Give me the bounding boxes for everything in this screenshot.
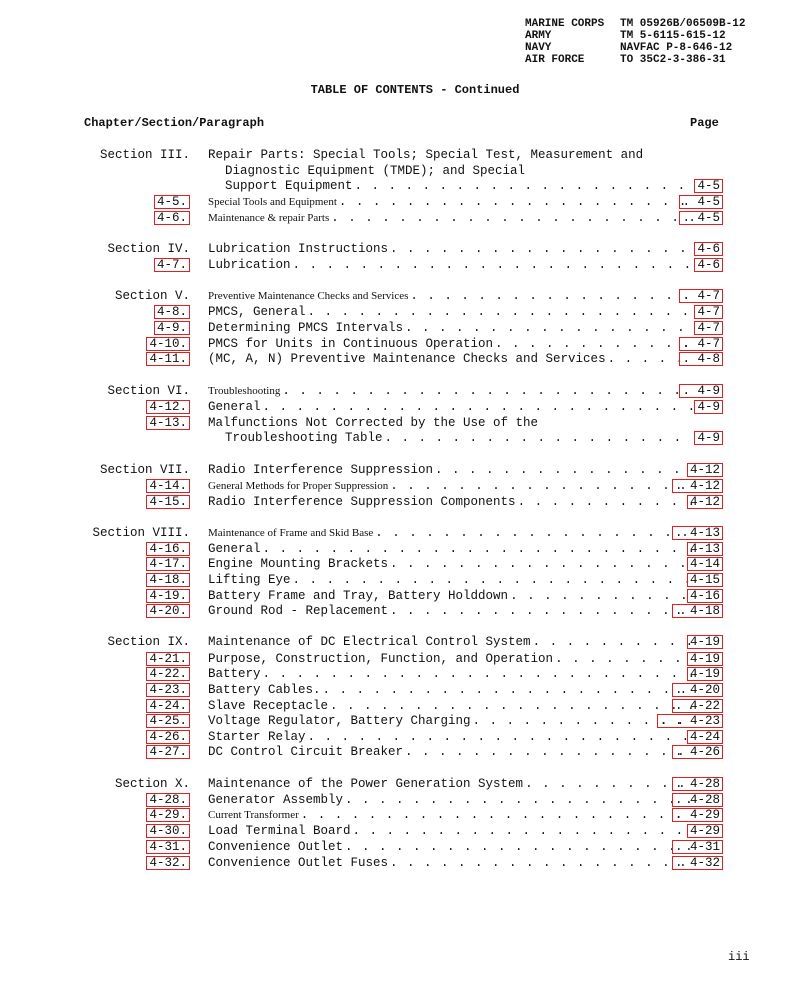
service-name: AIR FORCE	[525, 54, 585, 66]
entry-title: Special Tools and Equipment	[208, 196, 337, 208]
entry-title: Slave Receptacle	[208, 699, 329, 713]
entry-title: Engine Mounting Brackets	[208, 557, 389, 571]
dot-leader	[525, 776, 693, 792]
page-number: 4-19	[687, 652, 723, 666]
dot-leader	[355, 178, 693, 194]
entry-title: Convenience Outlet Fuses	[208, 856, 389, 870]
entry-title: Battery Cables.	[208, 683, 321, 697]
dot-leader	[263, 666, 693, 682]
paragraph-number: 4-26.	[146, 730, 190, 744]
toc-entry[interactable]	[0, 194, 791, 210]
dot-leader	[390, 855, 693, 871]
toc-entry[interactable]	[0, 603, 791, 619]
column-header-chapter: Chapter/Section/Paragraph	[84, 116, 265, 130]
dot-leader	[390, 478, 693, 494]
page-number: . 4-32	[672, 856, 723, 870]
entry-title: Preventive Maintenance Checks and Services	[208, 290, 409, 302]
service-name: ARMY	[525, 30, 552, 42]
page-number: 4-19	[687, 667, 723, 681]
toc-entry[interactable]	[0, 351, 791, 367]
toc-entry[interactable]	[0, 462, 791, 478]
publication-number: TO 35C2-3-386-31	[620, 54, 726, 66]
dot-leader	[331, 210, 693, 226]
toc-entry[interactable]	[0, 698, 791, 714]
paragraph-number: 4-28.	[146, 793, 190, 807]
dot-leader	[390, 241, 693, 257]
toc-entry[interactable]	[0, 210, 791, 226]
paragraph-number: 4-25.	[146, 714, 190, 728]
toc-entry[interactable]	[0, 556, 791, 572]
dot-leader	[390, 556, 693, 572]
dot-leader	[435, 462, 693, 478]
dot-leader	[339, 194, 693, 210]
entry-title: Troubleshooting Table	[225, 431, 383, 445]
entry-title: Starter Relay	[208, 730, 306, 744]
page-number: . 4-7	[679, 289, 723, 303]
section-label: Section IV.	[107, 242, 190, 256]
paragraph-number: 4-29.	[146, 808, 190, 822]
entry-title: Current Transformer	[208, 809, 299, 821]
entry-title: Lubrication	[208, 258, 291, 272]
page-number: . 4-18	[672, 604, 723, 618]
paragraph-number: 4-16.	[146, 542, 190, 556]
paragraph-number: 4-27.	[146, 745, 190, 759]
paragraph-number: 4-17.	[146, 557, 190, 571]
dot-leader	[263, 541, 693, 557]
page-number: . 4-5	[679, 211, 723, 225]
paragraph-number: 4-5.	[154, 195, 190, 209]
page-number: 4-7	[694, 305, 723, 319]
entry-title: Load Terminal Board	[208, 824, 351, 838]
dot-leader	[510, 588, 693, 604]
page-number: . 4-28	[672, 793, 723, 807]
page-number: 4-29	[687, 824, 723, 838]
paragraph-number: 4-19.	[146, 589, 190, 603]
entry-title: Ground Rod - Replacement	[208, 604, 389, 618]
paragraph-number: 4-30.	[146, 824, 190, 838]
section-label: Section V.	[114, 289, 190, 303]
dot-leader	[308, 304, 693, 320]
dot-leader	[405, 744, 693, 760]
page-number: 4-6	[694, 258, 723, 272]
dot-leader	[345, 839, 693, 855]
page-number: . 4-13	[672, 526, 723, 540]
page-number: . 4-31	[672, 840, 723, 854]
page-number: 4-13	[687, 542, 723, 556]
dot-leader	[330, 698, 693, 714]
section-label: Section VII.	[99, 463, 190, 477]
entry-title: Purpose, Construction, Function, and Operation	[208, 652, 554, 666]
dot-leader	[345, 792, 693, 808]
dot-leader	[353, 823, 693, 839]
dot-leader	[263, 399, 693, 415]
toc-entry[interactable]	[0, 304, 791, 320]
dot-leader	[533, 634, 693, 650]
paragraph-number: 4-21.	[146, 652, 190, 666]
service-name: MARINE CORPS	[525, 18, 605, 30]
page-number: 4-16	[687, 589, 723, 603]
toc-entry[interactable]	[0, 588, 791, 604]
entry-title: PMCS, General	[208, 305, 306, 319]
page-number: . 4-5	[679, 195, 723, 209]
paragraph-number: 4-13.	[146, 416, 190, 430]
toc-entry[interactable]	[0, 241, 791, 257]
entry-title: Voltage Regulator, Battery Charging	[208, 714, 471, 728]
entry-title: Lifting Eye	[208, 573, 291, 587]
service-name: NAVY	[525, 42, 552, 54]
toc-entry[interactable]	[0, 178, 791, 194]
paragraph-number: 4-32.	[146, 856, 190, 870]
dot-leader	[308, 729, 693, 745]
paragraph-number: 4-24.	[146, 699, 190, 713]
toc-entry[interactable]	[0, 823, 791, 839]
entry-title: Diagnostic Equipment (TMDE); and Special	[225, 164, 526, 178]
page-number: 4-15	[687, 573, 723, 587]
entry-title: Malfunctions Not Corrected by the Use of the	[208, 416, 539, 430]
toc-entry[interactable]	[0, 682, 791, 698]
toc-entry[interactable]	[0, 839, 791, 855]
toc-entry[interactable]	[0, 792, 791, 808]
paragraph-number: 4-31.	[146, 840, 190, 854]
dot-leader	[385, 430, 693, 446]
paragraph-number: 4-8.	[154, 305, 190, 319]
paragraph-number: 4-7.	[154, 258, 190, 272]
dot-leader	[323, 682, 693, 698]
page-number: 4-9	[694, 400, 723, 414]
entry-title: General Methods for Proper Suppression	[208, 480, 389, 492]
entry-title: Radio Interference Suppression	[208, 463, 434, 477]
toc-entry[interactable]	[0, 478, 791, 494]
dot-leader	[390, 603, 693, 619]
entry-title: DC Control Circuit Breaker	[208, 745, 404, 759]
paragraph-number: 4-23.	[146, 683, 190, 697]
toc-entry[interactable]	[0, 430, 791, 446]
toc-entry[interactable]	[0, 399, 791, 415]
toc-entry[interactable]	[0, 320, 791, 336]
entry-title: General	[208, 542, 261, 556]
paragraph-number: 4-11.	[146, 352, 190, 366]
toc-entry[interactable]	[0, 288, 791, 304]
page-number: . 4-8	[679, 352, 723, 366]
dot-leader	[405, 320, 693, 336]
entry-title: Battery	[208, 667, 261, 681]
page-number: . 4-28	[672, 777, 723, 791]
toc-entry[interactable]	[0, 807, 791, 823]
paragraph-number: 4-18.	[146, 573, 190, 587]
toc-entry[interactable]	[0, 744, 791, 760]
page-number: . 4-26	[672, 745, 723, 759]
entry-title: Maintenance of DC Electrical Control System	[208, 635, 531, 649]
section-label: Section VI.	[107, 384, 190, 398]
page-number: . . 4-23	[657, 714, 723, 728]
page-number: 4-14	[687, 557, 723, 571]
entry-title: Maintenance & repair Parts	[208, 212, 330, 224]
section-label: Section X.	[114, 777, 190, 791]
page-number: 4-5	[694, 179, 723, 193]
toc-entry[interactable]	[0, 147, 791, 163]
page-number: 4-19	[687, 635, 723, 649]
toc-entry[interactable]	[0, 634, 791, 650]
toc-entry[interactable]	[0, 855, 791, 871]
page-number: . 4-12	[672, 479, 723, 493]
entry-title: Troubleshooting	[208, 385, 281, 397]
toc-entry[interactable]	[0, 336, 791, 352]
toc-entry[interactable]	[0, 651, 791, 667]
dot-leader	[410, 288, 693, 304]
paragraph-number: 4-20.	[146, 604, 190, 618]
page-number: 4-9	[694, 431, 723, 445]
toc-entry[interactable]	[0, 776, 791, 792]
entry-title: Maintenance of the Power Generation System	[208, 777, 524, 791]
entry-title: Generator Assembly	[208, 793, 344, 807]
page-number: . 4-9	[679, 384, 723, 398]
entry-title: Battery Frame and Tray, Battery Holddown	[208, 589, 509, 603]
publication-number: NAVFAC P-8-646-12	[620, 42, 733, 54]
toc-entry[interactable]	[0, 415, 791, 431]
page-number: . 4-20	[672, 683, 723, 697]
dot-leader	[293, 257, 693, 273]
toc-entry[interactable]	[0, 572, 791, 588]
paragraph-number: 4-14.	[146, 479, 190, 493]
paragraph-number: 4-15.	[146, 495, 190, 509]
page-folio: iii	[728, 950, 750, 964]
dot-leader	[293, 572, 693, 588]
entry-title: Maintenance of Frame and Skid Base	[208, 527, 374, 539]
column-header-page: Page	[690, 116, 719, 130]
page-number: . 4-7	[679, 337, 723, 351]
dot-leader	[282, 383, 693, 399]
paragraph-number: 4-12.	[146, 400, 190, 414]
dot-leader	[495, 336, 693, 352]
entry-title: (MC, A, N) Preventive Maintenance Checks and Services	[208, 352, 606, 366]
page-number: 4-12	[687, 495, 723, 509]
publication-number: TM 5-6115-615-12	[620, 30, 726, 42]
page-number: 4-7	[694, 321, 723, 335]
toc-title: TABLE OF CONTENTS - Continued	[310, 83, 520, 97]
publication-number: TM 05926B/06509B-12	[620, 18, 746, 30]
entry-title: Repair Parts: Special Tools; Special Test, Measurement and	[208, 148, 644, 162]
section-label: Section IX.	[107, 635, 190, 649]
paragraph-number: 4-22.	[146, 667, 190, 681]
section-label: Section VIII.	[92, 526, 190, 540]
entry-title: Determining PMCS Intervals	[208, 321, 404, 335]
entry-title: General	[208, 400, 261, 414]
paragraph-number: 4-10.	[146, 337, 190, 351]
toc-entry[interactable]	[0, 163, 791, 179]
section-label: Section III.	[99, 148, 190, 162]
toc-entry[interactable]	[0, 729, 791, 745]
toc-entry[interactable]	[0, 257, 791, 273]
entry-title: PMCS for Units in Continuous Operation	[208, 337, 494, 351]
page-number: . 4-29	[672, 808, 723, 822]
toc-entry[interactable]	[0, 541, 791, 557]
dot-leader	[301, 807, 693, 823]
paragraph-number: 4-6.	[154, 211, 190, 225]
dot-leader	[375, 525, 693, 541]
entry-title: Support Equipment	[225, 179, 353, 193]
toc-entry[interactable]	[0, 383, 791, 399]
page-number: 4-12	[687, 463, 723, 477]
toc-entry[interactable]	[0, 494, 791, 510]
page-number: 4-24	[687, 730, 723, 744]
page-number: . 4-22	[672, 699, 723, 713]
toc-entry[interactable]	[0, 713, 791, 729]
page-number: 4-6	[694, 242, 723, 256]
dot-leader	[555, 651, 693, 667]
paragraph-number: 4-9.	[154, 321, 190, 335]
dot-leader	[518, 494, 693, 510]
entry-title: Radio Interference Suppression Components	[208, 495, 516, 509]
toc-entry[interactable]	[0, 666, 791, 682]
entry-title: Lubrication Instructions	[208, 242, 389, 256]
entry-title: Convenience Outlet	[208, 840, 344, 854]
toc-entry[interactable]	[0, 525, 791, 541]
